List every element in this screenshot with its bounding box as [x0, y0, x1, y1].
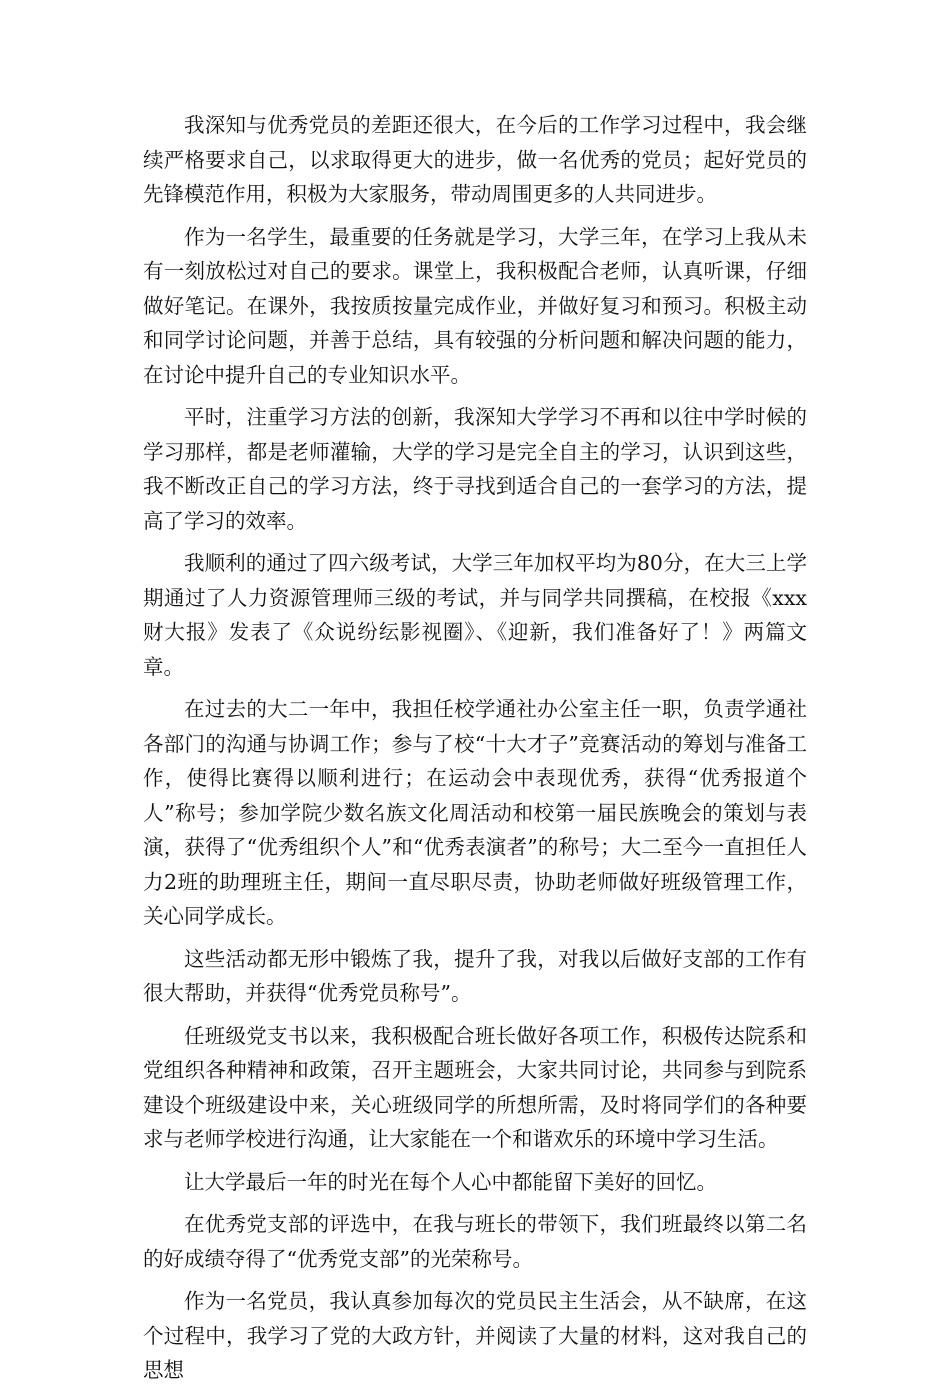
paragraph-3: 平时，注重学习方法的创新，我深知大学学习不再和以往中学时候的学习那样，都是老师灌输，大学的学习是完全自主的学习，认识到这些，我不断改正自己的学习方法，终于寻找到适合自己的一套学习的方法，提高了学习的效率。: [143, 405, 807, 533]
paragraph-5: 在过去的大二一年中，我担任校学通社办公室主任一职，负责学通社各部门的沟通与协调工作；参与了校“十大才子”竞赛活动的筹划与准备工作，使得比赛得以顺利进行；在运动会中表现优秀，获得“优秀报道个人”称号；参加学院少数名族文化周活动和校第一届民族晚会的策划与表演，获得了“优秀组织个人”和“优秀表演者”的称号；大二至今一直担任人力2班的助理班主任，期间一直尽职尽责，协助老师做好班级管理工作，关心同学成长。: [143, 697, 807, 928]
document-body: [143, 108, 807, 1396]
paragraph-9: 在优秀党支部的评选中，在我与班长的带领下，我们班最终以第二名的好成绩夺得了“优秀党支部”的光荣称号。: [143, 1212, 807, 1271]
paragraph-6: 这些活动都无形中锻炼了我，提升了我，对我以后做好支部的工作有很大帮助，并获得“优秀党员称号”。: [143, 946, 807, 1005]
paragraph-1: 我深知与优秀党员的差距还很大，在今后的工作学习过程中，我会继续严格要求自己，以求取得更大的进步，做一名优秀的党员；起好党员的先锋模范作用，积极为大家服务，带动周围更多的人共同进步。: [143, 113, 807, 206]
paragraph-7: 任班级党支书以来，我积极配合班长做好各项工作，积极传达院系和党组织各种精神和政策，召开主题班会，大家共同讨论，共同参与到院系建设个班级建设中来，关心班级同学的所想所需，及时将同学们的各种要求与老师学校进行沟通，让大家能在一个和谐欢乐的环境中学习生活。: [143, 1023, 807, 1151]
paragraph-2: 作为一名学生，最重要的任务就是学习，大学三年，在学习上我从未有一刻放松过对自己的要求。课堂上，我积极配合老师，认真听课，仔细做好笔记。在课外，我按质按量完成作业，并做好复习和预习。积极主动和同学讨论问题，并善于总结，具有较强的分析问题和解决问题的能力，在讨论中提升自己的专业知识水平。: [143, 224, 807, 387]
paragraph-10: 作为一名党员，我认真参加每次的党员民主生活会，从不缺席，在这个过程中，我学习了党的大政方针，并阅读了大量的材料，这对我自己的思想: [143, 1289, 807, 1382]
paragraph-8: 让大学最后一年的时光在每个人心中都能留下美好的回忆。: [184, 1169, 717, 1194]
paragraph-4: 我顺利的通过了四六级考试，大学三年加权平均为80分，在大三上学期通过了人力资源管理师三级的考试，并与同学共同撰稿，在校报《xxx财大报》发表了《众说纷纭影视圈》、《迎新，我们准备好了！》两篇文章。: [143, 551, 807, 679]
